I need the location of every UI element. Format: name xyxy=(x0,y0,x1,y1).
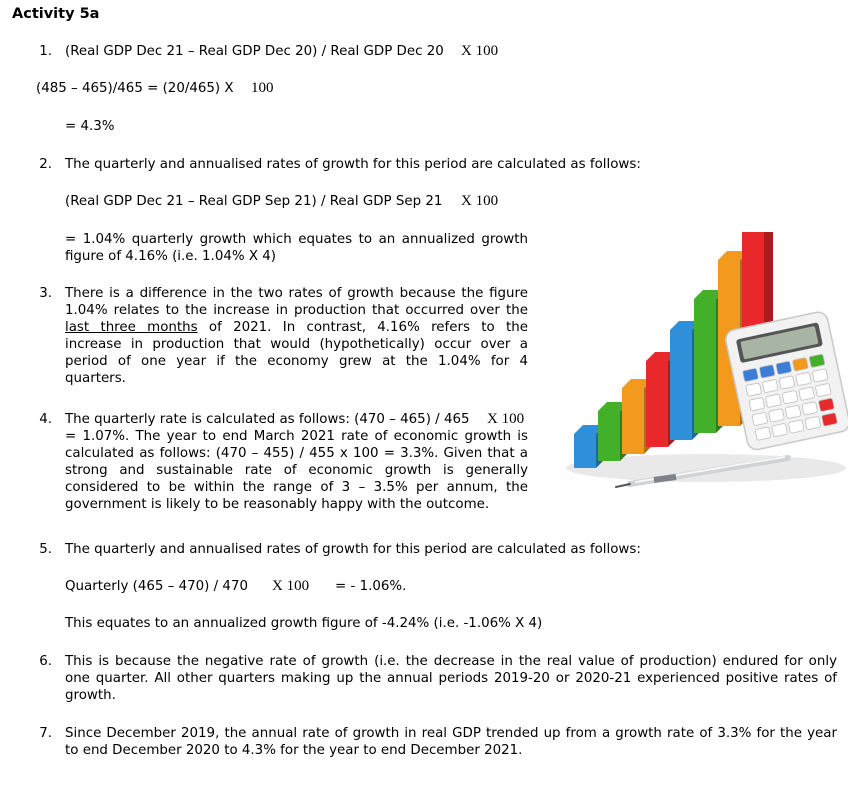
paragraph-line: government is likely to be reasonably happy with the outcome. xyxy=(65,497,490,512)
paragraph-line: quarters. xyxy=(65,371,126,386)
paragraph-line: = 1.07%. The year to end March 2021 rate of economic growth is xyxy=(65,429,528,444)
calculator-key xyxy=(805,416,821,430)
paragraph-line: period of one year if the economy grew at the 1.04% for 4 xyxy=(65,354,528,369)
calculator-key xyxy=(809,354,825,368)
page-title: Activity 5a xyxy=(12,6,100,22)
calculator-key xyxy=(776,361,792,375)
paragraph-line: growth. xyxy=(65,688,116,703)
paragraph-line: to end December 2020 to 4.3% for the year to end December 2021. xyxy=(65,743,523,758)
calculator-key xyxy=(759,365,775,379)
formula-text: (Real GDP Dec 21 – Real GDP Sep 21) / Real GDP Sep 21 xyxy=(65,194,443,209)
paragraph-line: strong and sustainable rate of economic growth is generally xyxy=(65,463,528,478)
calculator-key xyxy=(822,413,838,427)
multiplier-text: X 100 xyxy=(487,411,525,427)
result-text: = 4.3% xyxy=(65,119,115,134)
calculator-key xyxy=(768,409,784,423)
paragraph-line: There is a difference in the two rates of growth because the figure xyxy=(65,286,528,301)
item-number: 4. xyxy=(39,412,52,427)
calculation-text: (485 – 465)/465 = (20/465) X xyxy=(36,81,234,96)
intro-text: The quarterly and annualised rates of growth for this period are calculated as follows: xyxy=(65,542,641,557)
paragraph-line xyxy=(65,319,528,336)
item-number: 1. xyxy=(39,44,52,59)
calculator-key xyxy=(802,402,818,416)
calculator-key xyxy=(785,405,801,419)
calculator-key xyxy=(788,420,804,434)
calculator-key xyxy=(743,368,759,382)
calculator-key xyxy=(765,394,781,408)
multiplier-text: X 100 xyxy=(461,43,499,59)
calculation-number: 100 xyxy=(251,80,274,96)
item-number: 3. xyxy=(39,286,52,301)
calculator-key xyxy=(815,383,831,397)
calculator-key xyxy=(799,387,815,401)
calculator-icon xyxy=(724,310,848,451)
formula-text: (Real GDP Dec 21 – Real GDP Dec 20) / Real GDP Dec 20 xyxy=(65,44,444,59)
calculator-key xyxy=(762,379,778,393)
calculator-key xyxy=(779,376,795,390)
paragraph-line: increase in production that would (hypothetically) occur over a xyxy=(65,337,528,352)
paragraph-line: This is because the negative rate of growth (i.e. the decrease in the real value of production) endured for only xyxy=(65,654,837,669)
paragraph-line: calculated as follows: (470 – 455) / 455 x 100 = 3.3%. Given that a xyxy=(65,446,528,461)
calculator-key xyxy=(792,357,808,371)
item-number: 5. xyxy=(39,542,52,557)
paragraph-text: of 2021. In contrast, 4.16% refers to the xyxy=(208,320,528,335)
paragraph-text: The quarterly rate is calculated as follows: (470 – 465) / 465 xyxy=(65,412,470,427)
calculator-key xyxy=(782,390,798,404)
multiplier-text: X 100 xyxy=(272,578,310,594)
pen-grip xyxy=(654,477,676,480)
calculator-key xyxy=(772,423,788,437)
intro-text: The quarterly and annualised rates of growth for this period are calculated as follows: xyxy=(65,157,641,172)
item-number: 7. xyxy=(39,726,52,741)
item-number: 6. xyxy=(39,654,52,669)
paragraph-line: considered to be within the range of 3 – 3.5% per annum, the xyxy=(65,480,528,495)
annualized-text: This equates to an annualized growth figure of -4.24% (i.e. -1.06% X 4) xyxy=(65,616,543,631)
underlined-phrase: last three months xyxy=(65,320,198,335)
calculator-key xyxy=(746,383,762,397)
paragraph-line: 1.04% relates to the increase in production that occurred over the xyxy=(65,303,528,318)
quarterly-result: = - 1.06%. xyxy=(335,579,407,594)
quarterly-formula: Quarterly (465 – 470) / 470 xyxy=(65,579,248,594)
result-line: figure of 4.16% (i.e. 1.04% X 4) xyxy=(65,249,277,264)
calculator-key xyxy=(752,412,768,426)
calculator-key xyxy=(796,372,812,386)
multiplier-text: X 100 xyxy=(461,193,499,209)
bar-chart-calculator-pen-icon xyxy=(556,232,848,500)
calculator-key xyxy=(749,397,765,411)
calculator-key xyxy=(818,398,834,412)
paragraph-line: one quarter. All other quarters making up the annual periods 2019-20 or 2020-21 experienced positive rates of xyxy=(65,671,837,686)
item-number: 2. xyxy=(39,157,52,172)
calculator-key xyxy=(812,369,828,383)
calculator-key xyxy=(755,427,771,441)
paragraph-line: Since December 2019, the annual rate of growth in real GDP trended up from a growth rate of 3.3% for the year xyxy=(65,726,837,741)
result-line: = 1.04% quarterly growth which equates to an annualized growth xyxy=(65,232,528,247)
